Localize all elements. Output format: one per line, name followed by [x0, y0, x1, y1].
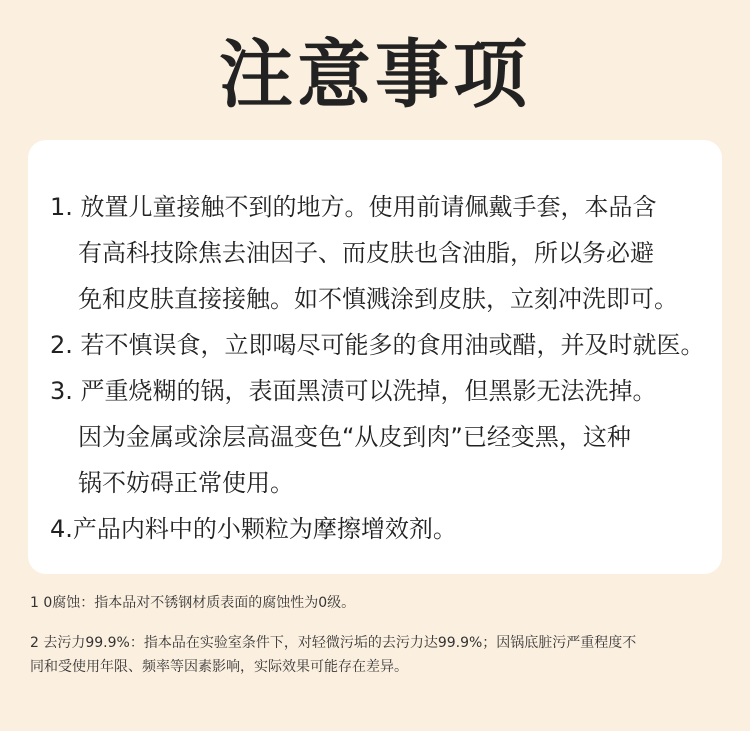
notice-line: 锅不妨碍正常使用。	[78, 469, 294, 497]
notice-item-1	[50, 184, 710, 322]
notice-item-4	[50, 506, 710, 552]
notice-item-2	[50, 322, 710, 368]
footnotes	[30, 591, 730, 679]
footnote-gap	[30, 615, 730, 631]
notice-line: 1. 放置儿童接触不到的地方。使用前请佩戴手套，本品含	[50, 193, 657, 221]
footnote-1: 1 0腐蚀：指本品对不锈钢材质表面的腐蚀性为0级。	[30, 595, 356, 611]
notice-line: 因为金属或涂层高温变色“从皮到肉”已经变黑，这种	[78, 423, 631, 451]
notice-list	[50, 184, 710, 552]
notice-item-3	[50, 368, 710, 506]
notice-line: 有高科技除焦去油因子、而皮肤也含油脂，所以务必避	[78, 239, 654, 267]
notice-line: 3. 严重烧糊的锅，表面黑渍可以洗掉，但黑影无法洗掉。	[50, 377, 657, 405]
notice-line: 4.产品内料中的小颗粒为摩擦增效剂。	[50, 515, 457, 543]
footnote-2-line-1: 2 去污力99.9%：指本品在实验室条件下，对轻微污垢的去污力达99.9%；因锅底脏污严重程度不	[30, 635, 637, 651]
notice-line: 2. 若不慎误食，立即喝尽可能多的食用油或醋，并及时就医。	[50, 331, 705, 359]
footnote-2-line-2: 同和受使用年限、频率等因素影响，实际效果可能存在差异。	[30, 659, 408, 675]
page-title: 注意事项	[219, 32, 531, 118]
notice-line: 免和皮肤直接接触。如不慎溅涂到皮肤，立刻冲洗即可。	[78, 285, 678, 313]
